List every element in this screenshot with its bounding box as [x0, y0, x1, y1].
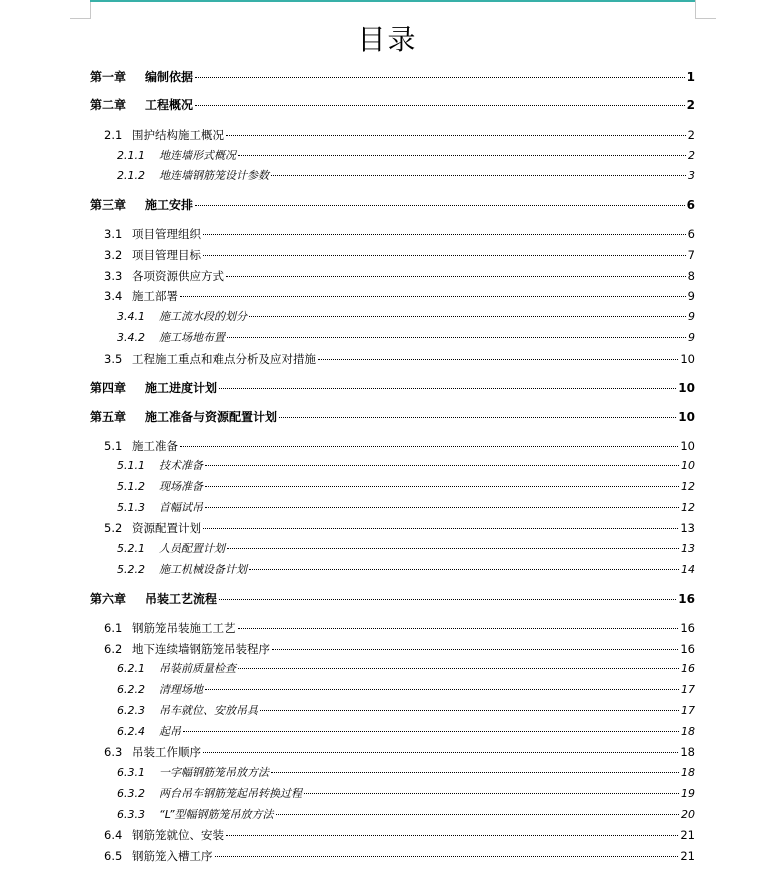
- toc-entry-number: 5.2.1: [117, 542, 145, 555]
- toc-entry-level3[interactable]: [117, 682, 695, 698]
- toc-entry-title: 技术准备: [159, 459, 203, 472]
- toc-entry-title: 项目管理目标: [132, 248, 201, 262]
- toc-entry-page-number: 16: [680, 621, 695, 635]
- toc-entry-title: 两台吊车钢筋笼起吊转换过程: [159, 787, 302, 800]
- toc-entry-page-number: 16: [678, 592, 695, 606]
- toc-entry-title: “L”型幅钢筋笼吊放方法: [159, 808, 274, 821]
- dot-leader: [304, 793, 679, 794]
- toc-entry-number: 6.2.4: [117, 725, 145, 738]
- dot-leader: [249, 316, 686, 317]
- toc-entry-number: 5.2.2: [117, 563, 145, 576]
- toc-entry-number: 2.1.2: [117, 169, 145, 182]
- toc-entry-number: 5.1.1: [117, 459, 145, 472]
- toc-entry-number: 6.2.3: [117, 704, 145, 717]
- toc-entry-number: 6.5: [104, 849, 123, 863]
- toc-entry-number: 6.2.1: [117, 662, 145, 675]
- toc-entry-page-number: 17: [681, 683, 695, 696]
- dot-leader: [226, 276, 686, 277]
- toc-entry-number: 6.3.1: [117, 766, 145, 779]
- toc-entry-level2[interactable]: [104, 268, 695, 284]
- toc-entry-level2[interactable]: [104, 226, 695, 242]
- dot-leader: [180, 446, 678, 447]
- dot-leader: [205, 486, 679, 487]
- toc-entry-number: 3.5: [104, 352, 123, 366]
- toc-entry-page-number: 18: [680, 745, 695, 759]
- toc-entry-number: 6.3.2: [117, 787, 145, 800]
- toc-entry-level3[interactable]: [117, 661, 695, 677]
- toc-entry-page-number: 10: [680, 439, 695, 453]
- toc-entry-level3[interactable]: [117, 330, 695, 346]
- toc-entry-level2[interactable]: [104, 288, 695, 304]
- toc-entry-title: 清理场地: [159, 683, 203, 696]
- toc-entry-number: 6.2.2: [117, 683, 145, 696]
- toc-entry-level3[interactable]: [117, 500, 695, 516]
- dot-leader: [205, 507, 679, 508]
- toc-entry-page-number: 13: [680, 521, 695, 535]
- dot-leader: [238, 155, 686, 156]
- toc-entry-level3[interactable]: [117, 541, 695, 557]
- toc-entry-level3[interactable]: [117, 309, 695, 325]
- dot-leader: [271, 772, 679, 773]
- toc-entry-page-number: 10: [680, 352, 695, 366]
- toc-entry-level2[interactable]: [104, 848, 695, 864]
- dot-leader: [279, 417, 676, 418]
- toc-entry-page-number: 2: [688, 149, 695, 162]
- toc-entry-page-number: 21: [680, 828, 695, 842]
- toc-entry-title: 施工准备: [132, 439, 178, 453]
- dot-leader: [205, 465, 679, 466]
- toc-entry-level2[interactable]: [104, 827, 695, 843]
- toc-entry-page-number: 18: [681, 766, 695, 779]
- toc-entry-page-number: 20: [681, 808, 695, 821]
- toc-entry-number: 3.4.1: [117, 310, 145, 323]
- toc-entry-page-number: 12: [681, 501, 695, 514]
- dot-leader: [226, 835, 678, 836]
- toc-entry-number: 3.2: [104, 248, 123, 262]
- dot-leader: [203, 234, 686, 235]
- toc-entry-level3[interactable]: [117, 168, 695, 184]
- dot-leader: [203, 752, 678, 753]
- toc-entry-number: 2.1: [104, 128, 123, 142]
- dot-leader: [318, 359, 678, 360]
- toc-entry-level2[interactable]: [104, 438, 695, 454]
- dot-leader: [226, 135, 686, 136]
- toc-entry-level3[interactable]: [117, 786, 695, 802]
- toc-entry-page-number: 21: [680, 849, 695, 863]
- toc-entry-number: 3.1: [104, 227, 123, 241]
- toc-entry-title: 地连墙钢筋笼设计参数: [159, 169, 269, 182]
- toc-entry-page-number: 3: [688, 169, 695, 182]
- toc-entry-title: 编制依据: [145, 70, 194, 84]
- toc-entry-level1[interactable]: [90, 591, 695, 607]
- dot-leader: [219, 599, 676, 600]
- toc-entry-page-number: 13: [681, 542, 695, 555]
- toc-entry-page-number: 1: [686, 70, 695, 84]
- toc-entry-title: 钢筋笼就位、安装: [132, 828, 224, 842]
- toc-entry-page-number: 10: [678, 410, 695, 424]
- toc-entry-level1[interactable]: [90, 197, 695, 213]
- toc-entry-title: 吊装前质量检查: [159, 662, 236, 675]
- dot-leader: [180, 296, 686, 297]
- toc-entry-level2[interactable]: [104, 127, 695, 143]
- toc-entry-title: 施工安排: [145, 198, 194, 212]
- toc-entry-number: 第二章: [90, 98, 127, 112]
- dot-leader: [260, 710, 679, 711]
- toc-entry-level3[interactable]: [117, 562, 695, 578]
- toc-entry-page-number: 16: [681, 662, 695, 675]
- toc-entry-level3[interactable]: [117, 807, 695, 823]
- dot-leader: [195, 77, 685, 78]
- toc-entry-page-number: 8: [687, 269, 695, 283]
- toc-entry-number: 6.3.3: [117, 808, 145, 821]
- toc-entry-page-number: 10: [681, 459, 695, 472]
- toc-entry-title: 各项资源供应方式: [132, 269, 224, 283]
- dot-leader: [195, 205, 685, 206]
- dot-leader: [227, 548, 679, 549]
- toc-entry-number: 5.1: [104, 439, 123, 453]
- toc-entry-level2[interactable]: [104, 620, 695, 636]
- dot-leader: [276, 814, 679, 815]
- toc-entry-level3[interactable]: [117, 479, 695, 495]
- toc-entry-number: 第四章: [90, 381, 127, 395]
- toc-entry-level3[interactable]: [117, 703, 695, 719]
- toc-entry-title: 钢筋笼入槽工序: [132, 849, 213, 863]
- toc-entry-page-number: 6: [686, 198, 695, 212]
- toc-entry-page-number: 9: [688, 331, 695, 344]
- toc-entry-level2[interactable]: [104, 744, 695, 760]
- dot-leader: [203, 528, 678, 529]
- toc-entry-level1[interactable]: [90, 409, 695, 425]
- toc-entry-title: 吊装工艺流程: [145, 592, 218, 606]
- toc-entry-number: 第五章: [90, 410, 127, 424]
- toc-entry-page-number: 18: [681, 725, 695, 738]
- dot-leader: [249, 569, 679, 570]
- toc-entry-number: 第一章: [90, 70, 127, 84]
- toc-entry-title: 人员配置计划: [159, 542, 225, 555]
- toc-entry-title: 资源配置计划: [132, 521, 201, 535]
- toc-entry-level2[interactable]: [104, 247, 695, 263]
- toc-entry-title: 项目管理组织: [132, 227, 201, 241]
- toc-entry-number: 5.1.2: [117, 480, 145, 493]
- toc-entry-number: 5.2: [104, 521, 123, 535]
- toc-entry-title: 施工进度计划: [145, 381, 218, 395]
- toc-entry-number: 3.4: [104, 289, 123, 303]
- toc-entry-number: 3.4.2: [117, 331, 145, 344]
- toc-entry-level3[interactable]: [117, 724, 695, 740]
- dot-leader: [195, 105, 685, 106]
- toc-entry-page-number: 10: [678, 381, 695, 395]
- toc-entry-level2[interactable]: [104, 641, 695, 657]
- toc-entry-title: 现场准备: [159, 480, 203, 493]
- toc-entry-number: 6.1: [104, 621, 123, 635]
- dot-leader: [238, 668, 679, 669]
- toc-entry-level3[interactable]: [117, 765, 695, 781]
- toc-entry-level1[interactable]: [90, 69, 695, 85]
- toc-title: 目录: [357, 23, 418, 56]
- toc-entry-level1[interactable]: [90, 97, 695, 113]
- toc-entry-title: 地连墙形式概况: [159, 149, 236, 162]
- dot-leader: [227, 337, 686, 338]
- toc-entry-title: 施工部署: [132, 289, 178, 303]
- toc-entry-page-number: 19: [681, 787, 695, 800]
- toc-entry-title: 施工准备与资源配置计划: [145, 410, 278, 424]
- toc-entry-title: 钢筋笼吊装施工工艺: [132, 621, 236, 635]
- toc-entry-number: 6.2: [104, 642, 123, 656]
- toc-entry-page-number: 2: [686, 98, 695, 112]
- toc-entry-level2[interactable]: [104, 351, 695, 367]
- toc-entry-title: 吊装工作顺序: [132, 745, 201, 759]
- toc-entry-title: 工程概况: [145, 98, 194, 112]
- toc-entry-page-number: 14: [681, 563, 695, 576]
- toc-entry-page-number: 9: [687, 289, 695, 303]
- toc-entry-page-number: 16: [680, 642, 695, 656]
- toc-entry-title: 工程施工重点和难点分析及应对措施: [132, 352, 316, 366]
- toc-entry-number: 3.3: [104, 269, 123, 283]
- toc-entry-title: 地下连续墙钢筋笼吊装程序: [132, 642, 270, 656]
- toc-entry-page-number: 6: [687, 227, 695, 241]
- toc-entry-title: 施工流水段的划分: [159, 310, 247, 323]
- toc-entry-title: 吊车就位、安放吊具: [159, 704, 258, 717]
- dot-leader: [205, 689, 679, 690]
- dot-leader: [215, 856, 679, 857]
- toc-entry-page-number: 9: [688, 310, 695, 323]
- toc-entry-title: 围护结构施工概况: [132, 128, 224, 142]
- toc-entry-title: 首幅试吊: [159, 501, 203, 514]
- toc-entry-number: 6.3: [104, 745, 123, 759]
- dot-leader: [272, 649, 678, 650]
- dot-leader: [238, 628, 679, 629]
- toc-entry-page-number: 7: [687, 248, 695, 262]
- dot-leader: [219, 388, 676, 389]
- toc-entry-title: 施工机械设备计划: [159, 563, 247, 576]
- toc-entry-title: 起吊: [159, 725, 181, 738]
- toc-entry-title: 施工场地布置: [159, 331, 225, 344]
- toc-entry-level3[interactable]: [117, 148, 695, 164]
- toc-entry-page-number: 17: [681, 704, 695, 717]
- toc-entry-level1[interactable]: [90, 380, 695, 396]
- toc-entry-number: 第六章: [90, 592, 127, 606]
- toc-entry-number: 5.1.3: [117, 501, 145, 514]
- toc-entry-level3[interactable]: [117, 458, 695, 474]
- toc-entry-number: 2.1.1: [117, 149, 145, 162]
- toc-entry-page-number: 12: [681, 480, 695, 493]
- dot-leader: [203, 255, 686, 256]
- toc-entry-level2[interactable]: [104, 520, 695, 536]
- dot-leader: [183, 731, 679, 732]
- toc-entry-title: 一字幅钢筋笼吊放方法: [159, 766, 269, 779]
- toc-entry-number: 6.4: [104, 828, 123, 842]
- toc-entry-number: 第三章: [90, 198, 127, 212]
- toc-entry-page-number: 2: [687, 128, 695, 142]
- dot-leader: [271, 175, 686, 176]
